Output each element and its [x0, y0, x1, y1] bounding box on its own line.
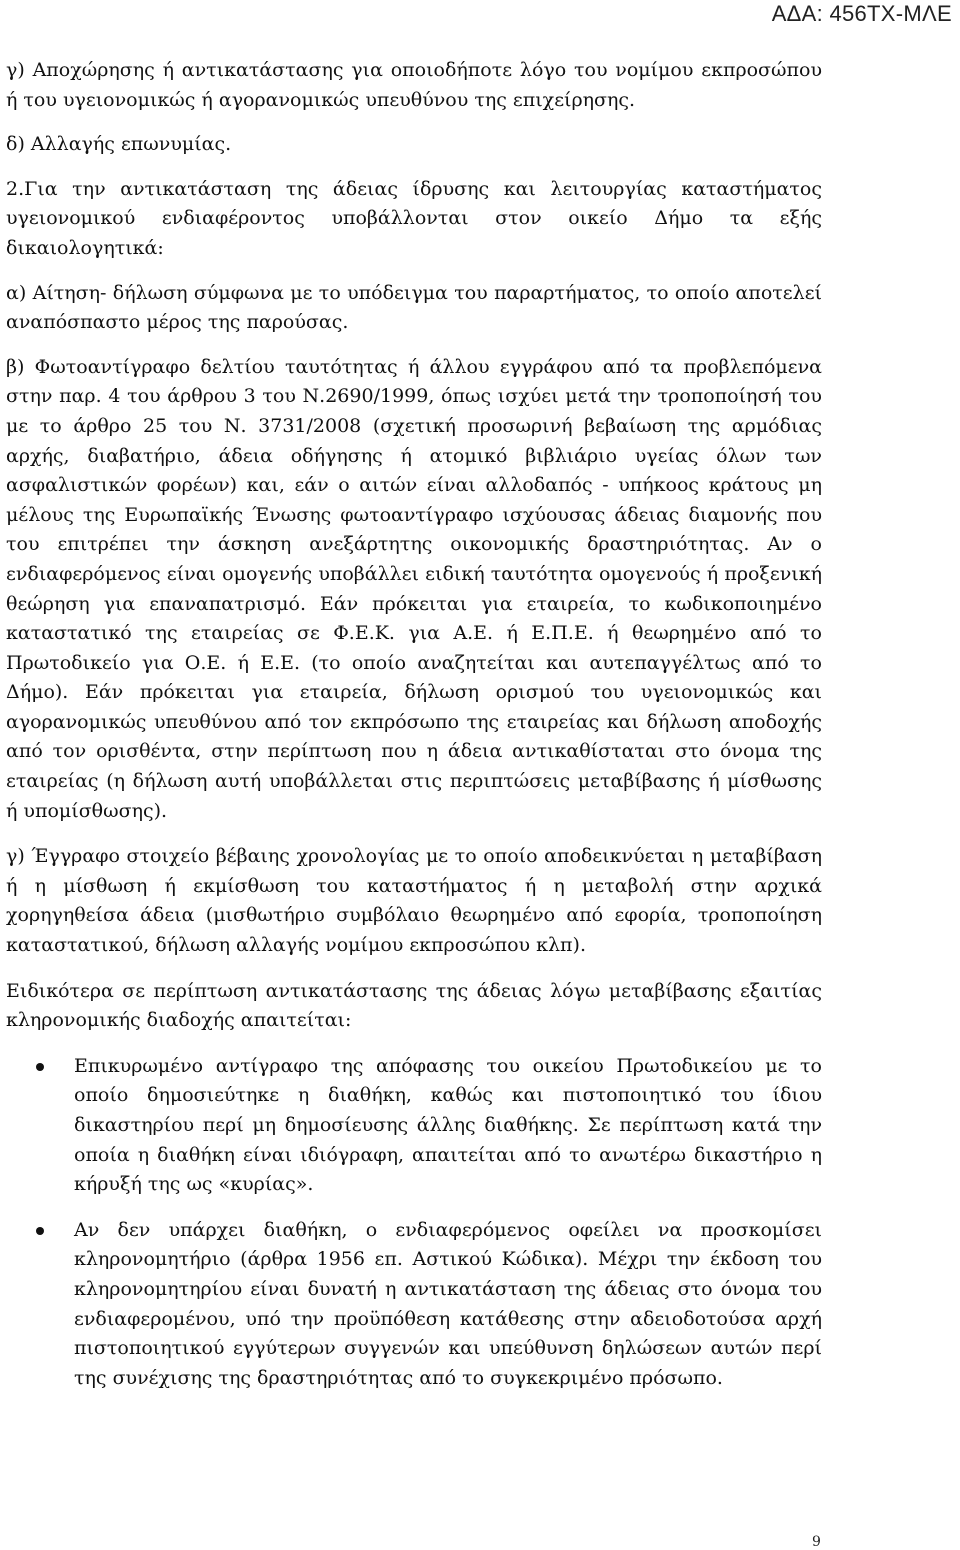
list-item — [6, 1216, 822, 1394]
bullet-icon — [36, 1063, 44, 1071]
paragraph-name-change: δ) Αλλαγής επωνυμίας. — [6, 133, 232, 156]
bullet-icon — [36, 1227, 44, 1235]
paragraph-inheritance-intro: Ειδικότερα σε περίπτωση αντικατάστασης της άδειας λόγω μεταβίβασης εξαιτίας κληρονομικής διαδοχής απαιτείται: — [6, 979, 822, 1032]
paragraph-withdrawal: γ) Αποχώρησης ή αντικατάστασης για οποιοδήποτε λόγο του νομίμου εκπροσώπου ή του υγειονομικώς ή αγορανομικώς υπευθύνου της επιχείρησης. — [6, 59, 822, 111]
document-body — [6, 56, 822, 1393]
paragraph-replacement-intro: 2.Για την αντικατάσταση της άδειας ίδρυσης και λειτουργίας καταστήματος υγειονομικού ενδιαφέροντος υποβάλλονται στον οικείο Δήμο τα εξής δικαιολογητικά: — [6, 177, 822, 259]
paragraph-dated-document: γ) Έγγραφο στοιχείο βέβαιης χρονολογίας με το οποίο αποδεικνύεται η μεταβίβαση ή η μίσθωση ή εκμίσθωση του καταστήματος ή η μεταβολή στην αρχικά χορηγηθείσα άδεια (μισθωτήριο συμβόλαιο θεωρημένο από εφορία, τροποποίηση καταστατικού, δήλωση αλλαγής νομίμου εκπροσώπου κλπ). — [6, 845, 822, 957]
list-item-text: Αν δεν υπάρχει διαθήκη, ο ενδιαφερόμενος οφείλει να προσκομίσει κληρονομητήριο (άρθρα 1956 επ. Αστικού Κώδικα). Μέχρι την έκδοση του κληρονομητηρίου είναι δυνατή η αντικατάσταση της άδειας στο όνομα του ενδιαφερομένου, υπό την προϋπόθεση κατάθεσης στην αδειοδοτούσα αρχή πιστοποιητικού εγγύτερων συγγενών και υπεύθυνση δηλώσεων αυτών περί της συνέχισης της δραστηριότητας από το συγκεκριμένο πρόσωπο. — [74, 1218, 822, 1389]
page-number: 9 — [812, 1534, 821, 1550]
ada-code-header: ΑΔΑ: 456ΤΧ-ΜΛΕ — [771, 1, 952, 26]
paragraph-application: α) Αίτηση- δήλωση σύμφωνα με το υπόδειγμα του παραρτήματος, το οποίο αποτελεί αναπόσπαστο μέρος της παρούσας. — [6, 281, 822, 334]
list-item — [6, 1052, 822, 1200]
inheritance-requirements-list — [6, 1052, 822, 1394]
list-item-text: Επικυρωμένο αντίγραφο της απόφασης του οικείου Πρωτοδικείου με το οποίο δημοσιεύτηκε η διαθήκη, καθώς και πιστοποιητικό του ίδιου δικαστηρίου περί μη δημοσίευσης άλλης διαθήκης. Σε περίπτωση κατά την οποία η διαθήκη είναι ιδιόγραφη, απαιτείται από το ανωτέρω δικαστήριο η κήρυξή της ως «κυρίας». — [74, 1054, 822, 1196]
paragraph-id-copy: β) Φωτοαντίγραφο δελτίου ταυτότητας ή άλλου εγγράφου από τα προβλεπόμενα στην παρ. 4 του άρθρου 3 του Ν.2690/1999, όπως ισχύει μετά την τροποποίησή του με το άρθρο 25 του Ν. 3731/2008 (σχετική προσωρινή βεβαίωση της αρμόδιας αρχής, διαβατήριο, άδεια οδήγησης ή ατομικό βιβλιάριο υγείας όλων των ασφαλιστικών φορέων) και, εάν ο αιτών είναι αλλοδαπός - υπήκοος κράτους μη μέλους της Ευρωπαϊκής Ένωσης φωτοαντίγραφο ισχύουσας άδειας διαμονής που του επιτρέπει την άσκηση ανεξάρτητης οικονομικής δραστηριότητας. Αν ο ενδιαφερόμενος είναι ομογενής υποβάλλει ειδική ταυτότητα ομογενούς ή προξενική θεώρηση για επαναπατρισμό. Εάν πρόκειται για εταιρεία, το κωδικοποιημένο καταστατικό της εταιρείας σε Φ.Ε.Κ. για Α.Ε. ή Ε.Π.Ε. ή θεωρημένο από το Πρωτοδικείο για Ο.Ε. ή Ε.Ε. (το οποίο αναζητείται και αυτεπαγγέλτως από το Δήμο). Εάν πρόκειται για εταιρεία, δήλωση ορισμού του υγειονομικώς και αγορανομικώς υπευθύνου από τον εκπρόσωπο της εταιρείας και δήλωση αποδοχής από τον ορισθέντα, στην περίπτωση που η άδεια αντικαθίσταται στο όνομα της εταιρείας (η δήλωση αυτή υποβάλλεται στις περιπτώσεις μεταβίβασης ή μίσθωσης ή υπομίσθωσης). — [6, 355, 822, 822]
